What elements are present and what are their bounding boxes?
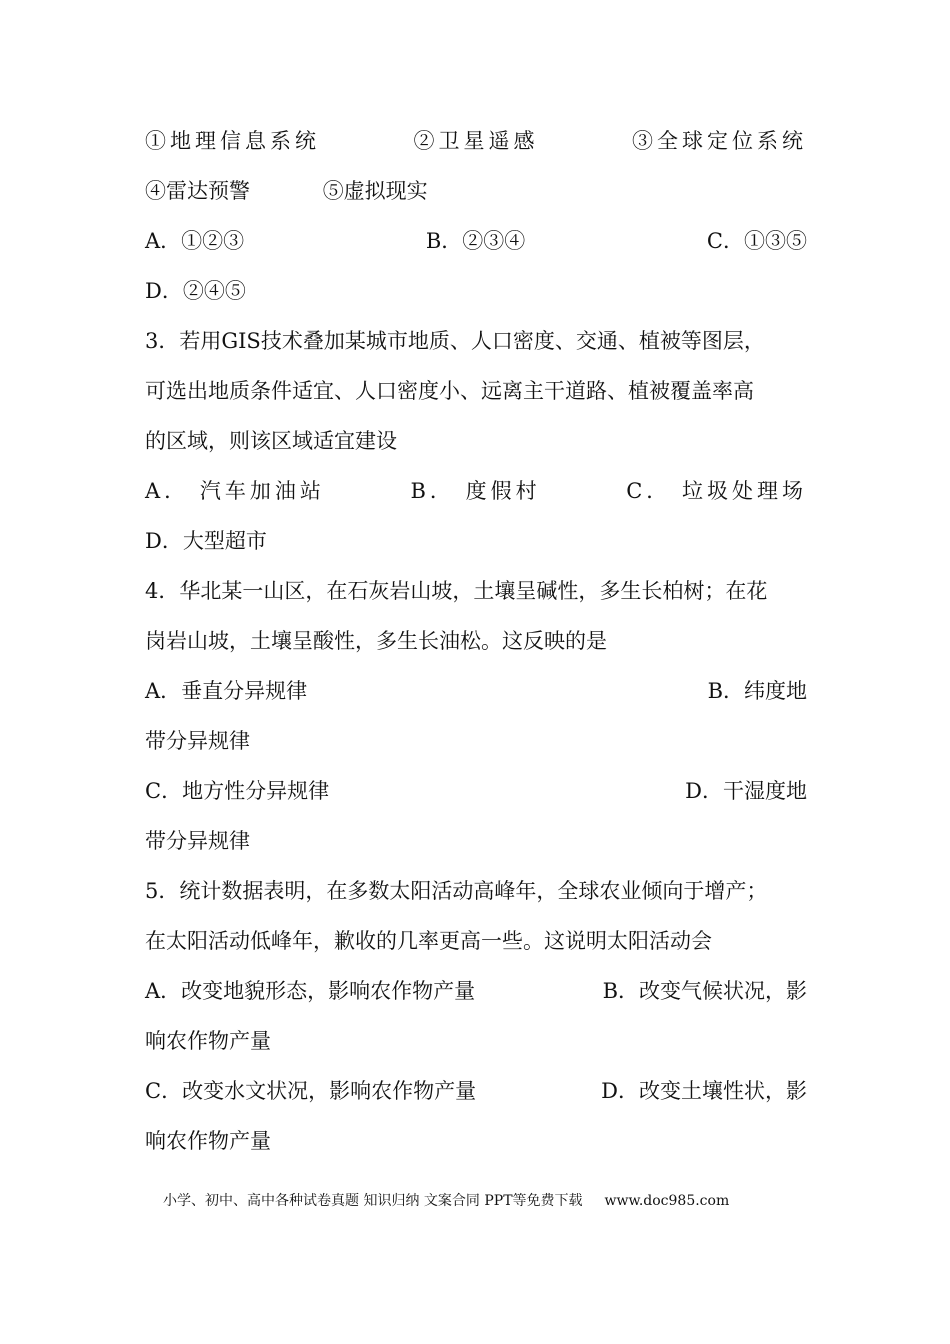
footer-url[interactable]: www.doc985.com [604,1193,730,1209]
q3-option-d: D．大型超市 [145,529,267,553]
q2-options-row [145,221,807,261]
q4-stem-line-1: 4．华北某一山区，在石灰岩山坡，土壤呈碱性，多生长柏树；在花 [145,579,768,603]
q5-option-c: C．改变水文状况，影响农作物产量 [145,1079,477,1103]
q5-stem-line-2: 在太阳活动低峰年，歉收的几率更高一些。这说明太阳活动会 [145,929,712,953]
q3-option-a: A． 汽车加油站 [145,479,325,503]
q4-option-d-continued: 带分异规律 [145,829,250,853]
q2-item-3: ③全球定位系统 [632,129,807,153]
q5-options-row-ab [145,971,807,1011]
q4-option-a: A．垂直分异规律 [145,679,308,703]
q2-option-c: C．①③⑤ [706,229,807,253]
q4-option-b: B．纬度地 [707,679,807,703]
q3-option-b: B． 度假村 [410,479,541,503]
page-footer [163,1189,803,1213]
q2-item-4: ④雷达预警 [145,179,250,203]
q2-option-d: D．②④⑤ [145,279,246,303]
q4-stem-line-2: 岗岩山坡，土壤呈酸性，多生长油松。这反映的是 [145,629,607,653]
q3-stem-line-2: 可选出地质条件适宜、人口密度小、远离主干道路、植被覆盖率高 [145,379,754,403]
q5-stem-line-1: 5．统计数据表明，在多数太阳活动高峰年，全球农业倾向于增产； [145,879,768,903]
q2-option-a: A．①②③ [145,229,245,253]
q2-option-b: B．②③④ [425,229,526,253]
q2-item-2: ②卫星遥感 [413,129,539,153]
q5-options-row-cd [145,1071,807,1111]
q5-option-b: B．改变气候状况，影 [602,979,807,1003]
q3-stem-line-1: 3．若用GIS技术叠加某城市地质、人口密度、交通、植被等图层， [145,329,765,353]
q5-option-b-continued: 响农作物产量 [145,1029,271,1053]
footer-text: 小学、初中、高中各种试卷真题 知识归纳 文案合同 PPT等免费下载 [163,1193,583,1209]
q4-options-row-ab [145,671,807,711]
q3-option-c: C． 垃圾处理场 [626,479,807,503]
q4-option-b-continued: 带分异规律 [145,729,250,753]
q3-options-row [145,471,807,511]
q4-options-row-cd [145,771,807,811]
q2-items-row-1 [145,121,807,161]
q5-option-d-continued: 响农作物产量 [145,1129,271,1153]
q2-item-5: ⑤虚拟现实 [322,179,428,203]
q4-option-d: D．干湿度地 [685,779,807,803]
q2-item-1: ①地理信息系统 [145,129,320,153]
q3-stem-line-3: 的区域，则该区域适宜建设 [145,429,397,453]
q5-option-a: A．改变地貌形态，影响农作物产量 [145,979,476,1003]
q2-items-row-2 [145,171,807,211]
q4-option-c: C．地方性分异规律 [145,779,330,803]
q5-option-d: D．改变土壤性状，影 [601,1079,807,1103]
